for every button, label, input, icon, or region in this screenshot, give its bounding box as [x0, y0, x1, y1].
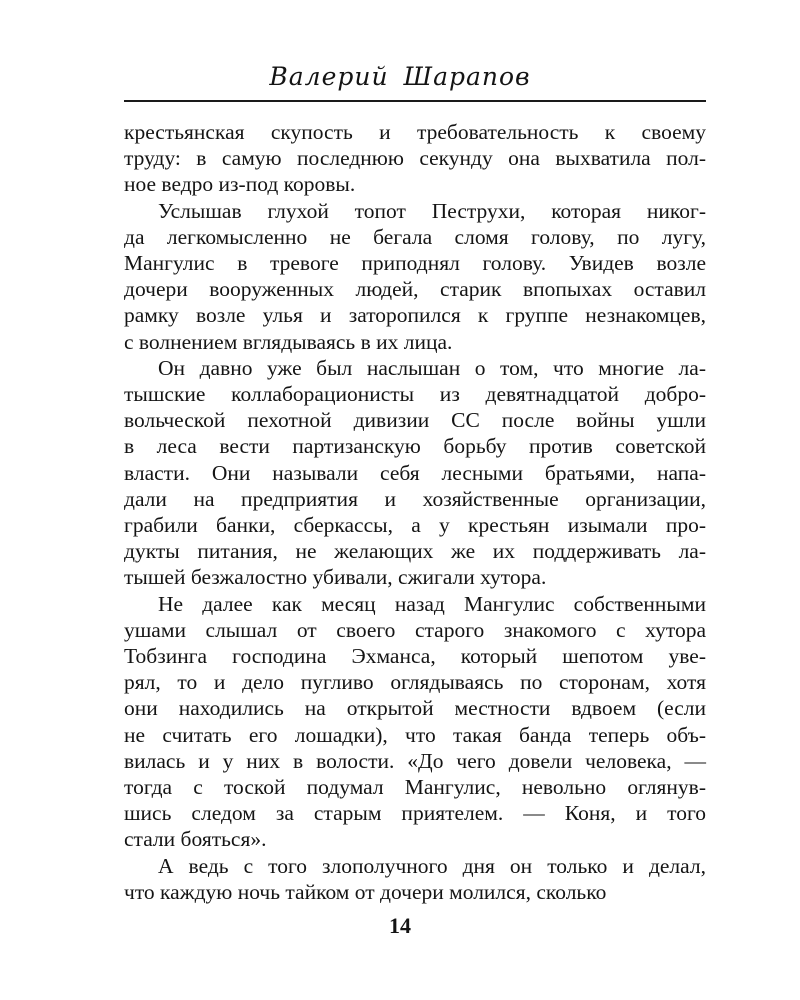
paragraph	[124, 853, 706, 905]
text-line: они находились на открытой местности вдвоем (если	[124, 696, 706, 721]
text-line: грабили банки, сберкассы, а у крестьян изымали про-	[124, 513, 706, 538]
paragraph	[124, 591, 706, 853]
paragraph	[124, 198, 706, 355]
text-line: дукты питания, не желающих же их поддерживать ла-	[124, 539, 706, 564]
text-line: Он давно уже был наслышан о том, что многие ла-	[158, 355, 706, 380]
text-line: Мангулис в тревоге приподнял голову. Увидев возле	[124, 251, 706, 276]
text-line: крестьянская скупость и требовательность к своему	[124, 120, 706, 144]
text-line: рамку возле улья и заторопился к группе незнакомцев,	[124, 303, 706, 328]
text-line: в леса вести партизанскую борьбу против советской	[124, 434, 706, 459]
text-line: тышские коллаборационисты из девятнадцатой добро-	[124, 382, 706, 407]
paragraph	[124, 355, 706, 591]
text-line: не считать его лошадки), что такая банда теперь объ-	[124, 722, 706, 747]
body-text	[124, 119, 706, 905]
text-line: тогда с тоской подумал Мангулис, невольно оглянув-	[124, 775, 706, 800]
text-line: ушами слышал от своего старого знакомого с хутора	[124, 617, 706, 642]
text-line: труду: в самую последнюю секунду она выхватила пол-	[124, 146, 706, 171]
text-line: вилась и у них в волости. «До чего довели человека, —	[124, 748, 706, 773]
text-line: А ведь с того злополучного дня он только и делал,	[158, 853, 706, 878]
text-line: Услышав глухой топот Пеструхи, которая никог-	[158, 198, 706, 223]
text-line: дали на предприятия и хозяйственные организации,	[124, 486, 706, 511]
text-line: дочери вооруженных людей, старик впопыхах оставил	[124, 277, 706, 302]
text-line: что каждую ночь тайком от дочери молился, сколько	[124, 879, 607, 904]
text-line: Тобзинга господина Эхманса, который шепотом уве-	[124, 644, 706, 669]
text-line: шись следом за старым приятелем. — Коня, и того	[124, 801, 706, 826]
page-number: 14	[389, 913, 411, 938]
text-line: стали бояться».	[124, 827, 267, 852]
running-head: Валерий Шарапов	[269, 62, 531, 91]
paragraph	[124, 119, 706, 198]
text-line: вольческой пехотной дивизии СС после войны ушли	[124, 408, 706, 433]
header-rule	[124, 100, 706, 102]
text-line: рял, то и дело пугливо оглядываясь по сторонам, хотя	[124, 670, 706, 695]
text-line: да легкомысленно не бегала сломя голову, по лугу,	[124, 224, 706, 249]
text-line: с волнением вглядываясь в их лица.	[124, 329, 453, 354]
text-line: власти. Они называли себя лесными братьями, напа-	[124, 460, 706, 485]
text-line: Не далее как месяц назад Мангулис собственными	[158, 591, 706, 616]
text-line: ное ведро из-под коровы.	[124, 172, 356, 197]
text-line: тышей безжалостно убивали, сжигали хутора.	[124, 565, 547, 590]
